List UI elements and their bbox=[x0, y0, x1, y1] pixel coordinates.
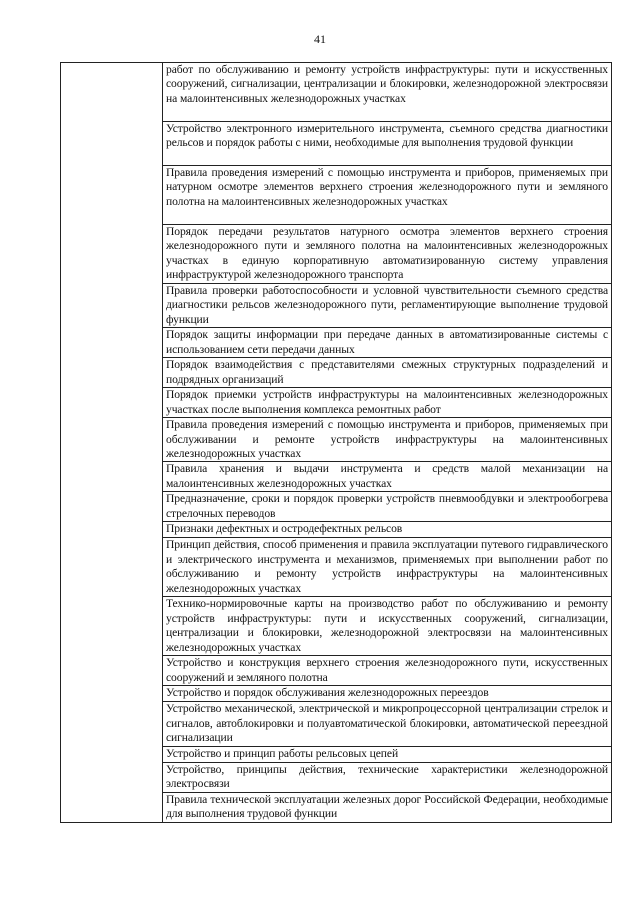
table-cell bbox=[163, 462, 612, 492]
cell-text: Принцип действия, способ применения и правила эксплуатации путевого гидравлического и электрического инструмента и механизмов, применяемых при выполнении работ по обслуживанию и ремонту устройств инфраструктуры на малоинтенсивных железнодорожных участках bbox=[166, 538, 608, 595]
table-cell bbox=[163, 656, 612, 686]
cell-text: Правила проверки работоспособности и условной чувствительности съемного средства диагностики рельсов железнодорожного пути, регламентирующие выполнение трудовой функции bbox=[166, 284, 608, 326]
cell-text: Устройство и порядок обслуживания железнодорожных переездов bbox=[166, 686, 489, 700]
table-row bbox=[61, 63, 612, 122]
cell-text: Устройство, принципы действия, технические характеристики железнодорожной электросвязи bbox=[166, 762, 608, 791]
page-number: 41 bbox=[314, 32, 326, 46]
cell-text: Правила проведения измерений с помощью инструмента и приборов, применяемых при натурном осмотре элементов верхнего строения железнодорожного пути и земляного полотна на малоинтенсивных железнодорожных участках bbox=[166, 166, 608, 208]
table-cell bbox=[163, 328, 612, 358]
table-cell bbox=[163, 686, 612, 702]
cell-text: Правила технической эксплуатации железных дорог Российской Федерации, необходимые для выполнения трудовой функции bbox=[166, 792, 608, 821]
table-cell bbox=[163, 792, 612, 822]
table-cell bbox=[163, 358, 612, 388]
table-cell bbox=[163, 597, 612, 656]
cell-text: Устройство электронного измерительного инструмента, съемного средства диагностики рельсов и порядок работы с ними, необходимые для выполнения трудовой функции bbox=[166, 122, 608, 150]
table-cell bbox=[163, 702, 612, 746]
table-cell bbox=[163, 522, 612, 538]
cell-text: Порядок взаимодействия с представителями смежных структурных подразделений и подрядных организаций bbox=[166, 358, 608, 386]
table-cell bbox=[163, 762, 612, 792]
table-cell bbox=[163, 166, 612, 225]
cell-text: работ по обслуживанию и ремонту устройств инфраструктуры: пути и искусственных сооружений, сигнализации, централизации и блокировки, железнодорожной электросвязи на малоинтенсивных железнодорожных участках bbox=[166, 63, 608, 105]
table-cell bbox=[163, 746, 612, 762]
cell-text: Технико-нормировочные карты на производство работ по обслуживанию и ремонту устройств инфраструктуры: пути и искусственных сооружений, сигнализации, централизации и блокировки, железнодорожной электросвязи на малоинтенсивных железнодорожных участках bbox=[166, 597, 608, 654]
table-cell bbox=[163, 388, 612, 418]
label-cell bbox=[61, 63, 163, 823]
table-cell bbox=[163, 122, 612, 166]
cell-text: Порядок передачи результатов натурного осмотра элементов верхнего строения железнодорожного пути и земляного полотна на малоинтенсивных железнодорожных участках в единую корпоративную автоматизированную систему управления инфраструктурой железнодорожного транспорта bbox=[166, 225, 608, 282]
cell-text: Устройство и конструкция верхнего строения железнодорожного пути, искусственных сооружений и земляного полотна bbox=[166, 656, 608, 684]
cell-text: Правила проведения измерений с помощью инструмента и приборов, применяемых при обслуживании и ремонте устройств инфраструктуры на малоинтенсивных железнодорожных участках bbox=[166, 418, 608, 461]
cell-text: Порядок защиты информации при передаче данных в автоматизированные системы с использованием сети передачи данных bbox=[166, 328, 608, 356]
table-cell bbox=[163, 538, 612, 597]
table-cell bbox=[163, 492, 612, 522]
table-cell bbox=[163, 284, 612, 328]
cell-text: Устройство механической, электрической и микропроцессорной централизации стрелок и сигналов, автоблокировки и полуавтоматической блокировки, автоматической переездной сигнализации bbox=[166, 702, 608, 745]
table-cell bbox=[163, 225, 612, 284]
cell-text: Устройство и принцип работы рельсовых цепей bbox=[166, 746, 399, 760]
cell-text: Правила хранения и выдачи инструмента и средств малой механизации на малоинтенсивных железнодорожных участках bbox=[166, 462, 608, 490]
cell-text: Предназначение, сроки и порядок проверки устройств пневмообдувки и электрообогрева стрелочных переводов bbox=[166, 492, 608, 520]
cell-text: Признаки дефектных и остродефектных рельсов bbox=[166, 522, 403, 536]
table-cell bbox=[163, 63, 612, 122]
knowledge-table bbox=[60, 62, 612, 823]
table-cell bbox=[163, 418, 612, 462]
cell-text: Порядок приемки устройств инфраструктуры на малоинтенсивных железнодорожных участках после выполнения комплекса ремонтных работ bbox=[166, 388, 608, 416]
